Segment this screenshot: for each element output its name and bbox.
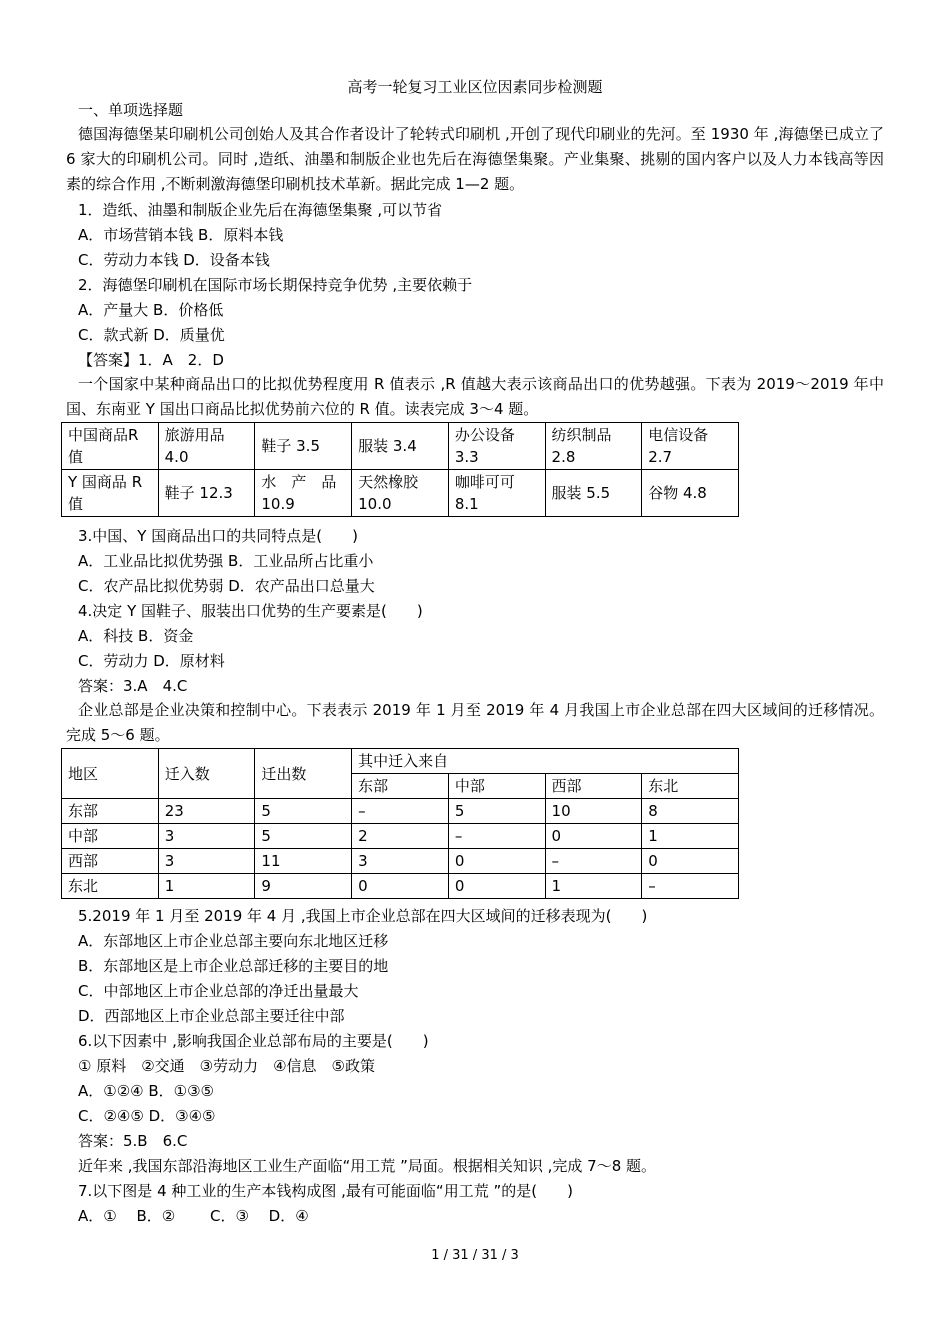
- question-6-options-b: C．②④⑤ D．③④⑤: [78, 1107, 216, 1125]
- table-header: 西部: [545, 774, 642, 799]
- intro-paragraph-3: 企业总部是企业决策和控制中心。下表表示 2019 年 1 月至 2019 年 4 月我国上市企业总部在四大区域间的迁移情况。完成 5～6 题。: [66, 701, 884, 744]
- table-cell: 3: [158, 849, 255, 874]
- question-5-option-a: A．东部地区上市企业总部主要向东北地区迁移: [78, 932, 389, 950]
- question-5-option-d: D．西部地区上市企业总部主要迁往中部: [78, 1007, 345, 1025]
- question-1: 1．造纸、油墨和制版企业先后在海德堡集聚 ,可以节省: [78, 201, 443, 219]
- table-cell: 23: [158, 799, 255, 824]
- table-row: [62, 874, 739, 899]
- comparative-advantage-table: [61, 422, 739, 517]
- table-cell: 水 产 品10.9: [255, 470, 352, 517]
- answer-3-4: 答案：3.A 4.C: [78, 677, 188, 695]
- table-header: 其中迁入来自: [352, 749, 739, 774]
- table-cell: 电信设备2.7: [642, 423, 739, 470]
- intro-paragraph-1: 德国海德堡某印刷机公司创始人及其合作者设计了轮转式印刷机 ,开创了现代印刷业的先河。至 1930 年 ,海德堡已成立了 6 家大的印刷机公司。同时 ,造纸、油墨和制版企业也先后在海德堡集聚。产业集聚、挑剔的国内客户以及人力本钱高等因素的综合作用 ,不断刺激海德堡印刷机技术革新。据此完成 1—2 题。: [66, 125, 884, 193]
- page-number: 1 / 31 / 31 / 3: [431, 1248, 519, 1263]
- question-1-options-a: A．市场营销本钱 B．原料本钱: [78, 226, 284, 244]
- table-row: [62, 470, 739, 517]
- question-2: 2．海德堡印刷机在国际市场长期保持竞争优势 ,主要依赖于: [78, 276, 473, 294]
- table-cell: 3: [158, 824, 255, 849]
- table-row: [62, 824, 739, 849]
- question-2-options-a: A．产量大 B．价格低: [78, 301, 224, 319]
- table-header: 迁出数: [255, 749, 352, 799]
- table-cell: 0: [448, 849, 545, 874]
- table-cell: 旅游用品4.0: [158, 423, 255, 470]
- table-cell: 天然橡胶10.0: [352, 470, 449, 517]
- table-cell: 5: [255, 824, 352, 849]
- table-cell: 咖啡可可8.1: [448, 470, 545, 517]
- question-7: 7.以下图是 4 种工业的生产本钱构成图 ,最有可能面临“用工荒 ”的是( ): [78, 1182, 573, 1200]
- table-cell: 5: [448, 799, 545, 824]
- question-6: 6.以下因素中 ,影响我国企业总部布局的主要是( ): [78, 1032, 429, 1050]
- table-cell: 东部: [62, 799, 159, 824]
- table-cell: 10: [545, 799, 642, 824]
- question-4-options-a: A．科技 B．资金: [78, 627, 194, 645]
- question-5-option-b: B．东部地区是上市企业总部迁移的主要目的地: [78, 957, 389, 975]
- table-cell: 服装 3.4: [352, 423, 449, 470]
- table-cell: 鞋子 12.3: [158, 470, 255, 517]
- table-cell: 0: [448, 874, 545, 899]
- table-header: 地区: [62, 749, 159, 799]
- section-heading: 一、单项选择题: [78, 101, 184, 119]
- table-header: 中部: [448, 774, 545, 799]
- table-cell: 纺织制品2.8: [545, 423, 642, 470]
- question-3-options-b: C．农产品比拟优势弱 D．农产品出口总量大: [78, 577, 375, 595]
- page-title: 高考一轮复习工业区位因素同步检测题: [347, 78, 603, 96]
- table-cell: 谷物 4.8: [642, 470, 739, 517]
- question-4-options-b: C．劳动力 D．原材料: [78, 652, 225, 670]
- table-cell: –: [642, 874, 739, 899]
- table-cell: Y 国商品 R值: [62, 470, 159, 517]
- table-cell: 办公设备3.3: [448, 423, 545, 470]
- table-header: 迁入数: [158, 749, 255, 799]
- table-cell: 服装 5.5: [545, 470, 642, 517]
- question-4: 4.决定 Y 国鞋子、服装出口优势的生产要素是( ): [78, 602, 423, 620]
- question-2-options-b: C．款式新 D．质量优: [78, 326, 225, 344]
- question-1-options-b: C．劳动力本钱 D．设备本钱: [78, 251, 270, 269]
- table-header-row: [62, 749, 739, 774]
- table-cell: –: [352, 799, 449, 824]
- table-row: [62, 799, 739, 824]
- table-cell: 9: [255, 874, 352, 899]
- table-row: [62, 849, 739, 874]
- table-cell: –: [448, 824, 545, 849]
- table-cell: 0: [642, 849, 739, 874]
- question-3-options-a: A．工业品比拟优势强 B．工业品所占比重小: [78, 552, 374, 570]
- table-cell: 1: [158, 874, 255, 899]
- table-cell: 中国商品R值: [62, 423, 159, 470]
- intro-paragraph-2: 一个国家中某种商品出口的比拟优势程度用 R 值表示 ,R 值越大表示该商品出口的优势越强。下表为 2019～2019 年中国、东南亚 Y 国出口商品比拟优势前六位的 R 值。读表完成 3～4 题。: [66, 375, 884, 418]
- table-cell: 1: [545, 874, 642, 899]
- table-cell: 2: [352, 824, 449, 849]
- question-5: 5.2019 年 1 月至 2019 年 4 月 ,我国上市企业总部在四大区域间的迁移表现为( ): [78, 907, 648, 925]
- question-3: 3.中国、Y 国商品出口的共同特点是( ): [78, 527, 358, 545]
- table-cell: 东北: [62, 874, 159, 899]
- table-cell: 鞋子 3.5: [255, 423, 352, 470]
- table-header: 东北: [642, 774, 739, 799]
- intro-paragraph-4: 近年来 ,我国东部沿海地区工业生产面临“用工荒 ”局面。根据相关知识 ,完成 7～8 题。: [78, 1157, 657, 1175]
- answer-1-2: 【答案】1．A 2．D: [78, 351, 224, 369]
- question-7-options: A．① B．② C．③ D．④: [78, 1207, 309, 1225]
- table-cell: 8: [642, 799, 739, 824]
- table-header: 东部: [352, 774, 449, 799]
- table-cell: 0: [352, 874, 449, 899]
- table-cell: 3: [352, 849, 449, 874]
- question-6-factors: ① 原料 ②交通 ③劳动力 ④信息 ⑤政策: [78, 1057, 376, 1075]
- table-cell: 11: [255, 849, 352, 874]
- table-cell: 西部: [62, 849, 159, 874]
- table-cell: 0: [545, 824, 642, 849]
- table-cell: 5: [255, 799, 352, 824]
- table-row: [62, 423, 739, 470]
- question-5-option-c: C．中部地区上市企业总部的净迁出量最大: [78, 982, 359, 1000]
- question-6-options-a: A．①②④ B．①③⑤: [78, 1082, 215, 1100]
- answer-5-6: 答案：5.B 6.C: [78, 1132, 188, 1150]
- table-cell: 1: [642, 824, 739, 849]
- table-cell: –: [545, 849, 642, 874]
- table-cell: 中部: [62, 824, 159, 849]
- hq-migration-table: [61, 748, 739, 899]
